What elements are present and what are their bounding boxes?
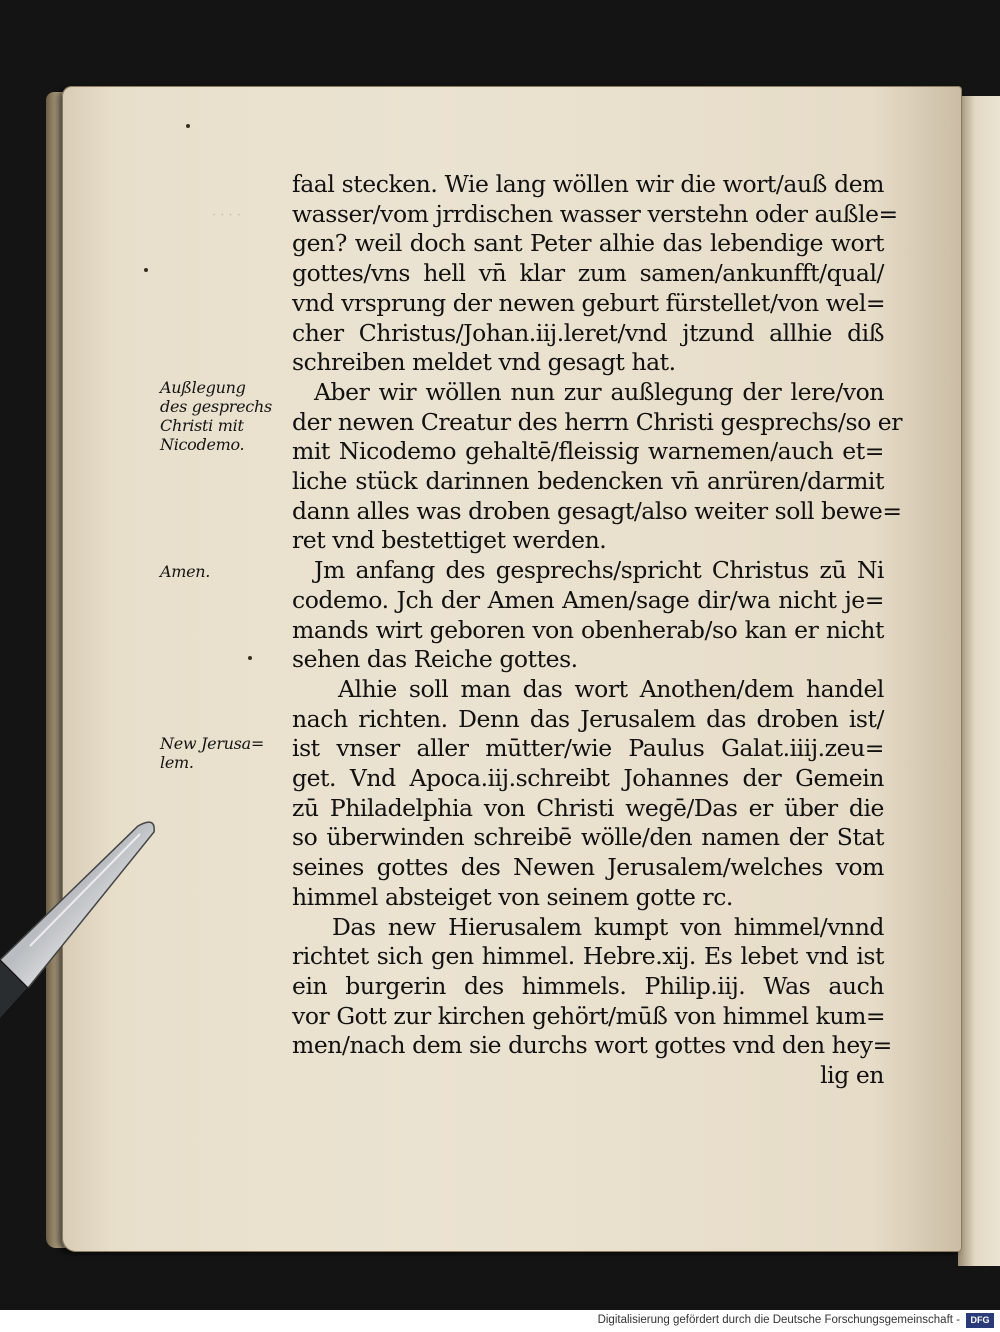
text-line: der newen Creatur des herrn Christi gesprechs/so er [292,407,903,436]
text-line: cher Christus/Johan.iij.leret/vnd jtzund allhie diß [292,318,884,347]
margin-note-line: Amen. [160,562,211,581]
margin-note-line: Außlegung [160,378,246,397]
margin-note-line: Nicodemo. [160,435,245,454]
text-line: mit Nicodemo gehaltē/fleissig warnemen/auch et= [292,437,884,466]
text-line: vor Gott zur kirchen gehört/mūß von himmel kum= [292,1001,886,1030]
ink-speck [144,268,148,272]
facing-page-edge [958,96,1000,1266]
text-line: Aber wir wöllen nun zur außlegung der lere/von [314,377,884,406]
text-line: ist vnser aller mūtter/wie Paulus Galat.iiij.zeu= [292,734,884,763]
text-line: gen? weil doch sant Peter alhie das lebendige wort [292,229,884,258]
body-text [292,170,903,1091]
text-line: ret vnd bestettiget werden. [292,526,607,555]
margin-note-auslegung [160,378,272,454]
margin-note-line: Christi mit [160,416,244,435]
text-line: Das new Hierusalem kumpt von himmel/vnnd [332,912,884,941]
text-line: mands wirt geboren von obenherab/so kan er nicht [292,615,884,644]
margin-note-line: New Jerusa= [160,734,264,753]
text-line: Jm anfang des gesprechs/spricht Christus zū Ni [314,556,884,585]
ink-speck [248,656,252,660]
footer-credit: Digitalisierung gefördert durch die Deutsche Forschungsgemeinschaft - [597,1314,960,1326]
text-line: himmel absteiget von seinem gotte rc. [292,882,733,911]
text-line: ein burgerin des himmels. Philip.iij. Was auch [292,971,884,1000]
margin-note-jerusalem [160,734,264,772]
text-line: Alhie soll man das wort Anothen/dem handel [338,674,884,703]
text-line: men/nach dem sie durchs wort gottes vnd den hey= [292,1031,892,1060]
text-line: wasser/vom jrrdischen wasser verstehn oder außle= [292,199,898,228]
text-line: get. Vnd Apoca.iij.schreibt Johannes der Gemein [292,764,884,793]
text-line: gottes/vns hell vn̄ klar zum samen/ankunfft/qual/ [292,259,884,288]
dfg-logo: DFG [966,1313,994,1328]
text-line: faal stecken. Wie lang wöllen wir die wort/auß dem [292,170,884,198]
margin-note-amen [160,562,210,581]
margin-note-line: lem. [160,753,194,772]
catchword: lig en [820,1061,884,1090]
text-line: so überwinden schreibē wölle/den namen der Stat [292,823,884,852]
text-line: zū Philadelphia von Christi wegē/Das er über die [292,793,884,822]
text-line: richtet sich gen himmel. Hebre.xij. Es lebet vnd ist [292,942,884,971]
text-line: codemo. Jch der Amen Amen/sage dir/wa nicht je= [292,585,884,614]
text-line: vnd vrsprung der newen geburt fürstellet/von wel= [292,288,886,317]
margin-note-line: des gesprechs [160,397,272,416]
text-line: nach richten. Denn das Jerusalem das droben ist/ [292,704,884,733]
text-line: dann alles was droben gesagt/also weiter soll bewe= [292,496,902,525]
letter-opener [0,810,170,1050]
text-line: schreiben meldet vnd gesagt hat. [292,348,676,377]
bleed-through: · · · · [212,208,241,223]
text-line: sehen das Reiche gottes. [292,645,578,674]
text-line: liche stück darinnen bedencken vn̄ anrüren/darmit [292,467,884,496]
text-line: seines gottes des Newen Jerusalem/welches vom [292,853,884,882]
ink-speck [186,124,190,128]
